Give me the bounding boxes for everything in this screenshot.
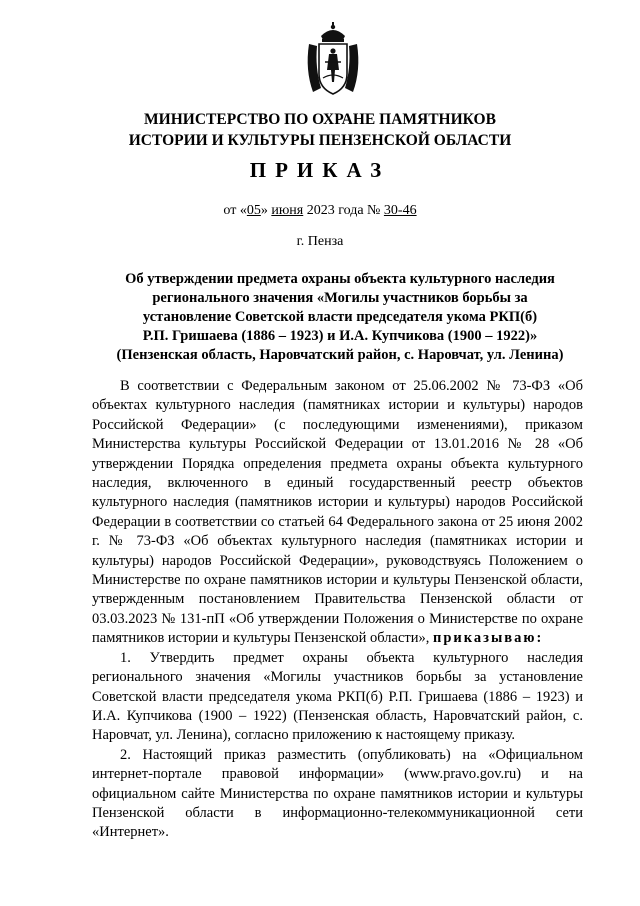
title-line: Р.П. Гришаева (1886 – 1923) и И.А. Купчикова (1900 – 1922)»: [142, 328, 538, 344]
dateline-prefix: от «: [223, 203, 247, 218]
title-line: Об утверждении предмета охраны объекта культурного наследия: [125, 271, 555, 287]
order-title: [100, 270, 580, 365]
order-dateline: [60, 203, 580, 219]
ministry-line-2: ИСТОРИИ И КУЛЬТУРЫ ПЕНЗЕНСКОЙ ОБЛАСТИ: [128, 132, 512, 149]
coat-of-arms-emblem: [303, 22, 363, 98]
dateline-mid1: »: [260, 203, 272, 218]
preamble-text: В соответствии с Федеральным законом от 25.06.2002 № 73-ФЗ «Об объектах культурного наследия (памятниках истории и культуры) народов Российской Федерации» (с последующими изменениями), приказом Министерства культуры Российской Федерации от 13.01.2016 № 28 «Об утверждении Порядка определения предмета охраны объекта культурного наследия, включенного в единый государственный реестр объектов культурного наследия (памятников истории и культуры) народов Российской Федерации в соответствии со статьей 64 Федерального закона от 25 июня 2002 г. № 73-ФЗ «Об объектах культурного наследия (памятниках истории и культуры) народов Российской Федерации», руководствуясь Положением о Министерстве по охране памятников истории и культуры Пензенской области, утвержденным постановлением Правительства Пензенской области от 03.03.2023 № 131-пП «Об утверждении Положения о Министерстве по охране памятников истории и культуры Пензенской области»,: [92, 378, 583, 647]
dateline-mid2: 2023 года №: [303, 203, 384, 218]
title-line: установление Советской власти председателя укома РКП(б): [142, 309, 538, 325]
city-of-issue: г. Пенза: [296, 234, 344, 249]
ministry-name: [60, 109, 580, 151]
order-body: [92, 377, 583, 843]
ministry-line-1: МИНИСТЕРСТВО ПО ОХРАНЕ ПАМЯТНИКОВ: [144, 111, 496, 128]
preamble-paragraph: [92, 377, 583, 649]
order-word: приказываю:: [433, 630, 544, 647]
dateline-day: 05: [246, 203, 261, 218]
document-type-heading: ПРИКАЗ: [249, 158, 391, 182]
dateline-number: 30-46: [383, 203, 417, 218]
item-1-paragraph: 1. Утвердить предмет охраны объекта культурного наследия регионального значения «Могилы участников борьбы за установление Советской власти председателя укома РКП(б) Р.П. Гришаева (1886 – 1923) и И.А. Купчикова (1900 – 1922) (Пензенская область, Наровчатский район, с. Наровчат, ул. Ленина), согласно приложению к настоящему приказу.: [92, 649, 583, 744]
dateline-month: июня: [271, 203, 304, 218]
item-2-paragraph: 2. Настоящий приказ разместить (опубликовать) на «Официальном интернет-портале правовой информации» (www.pravo.gov.ru) и на официальном сайте Министерства по охране памятников истории и культуры Пензенской области в информационно-телекоммуникационной сети «Интернет».: [92, 746, 583, 841]
title-line: регионального значения «Могилы участников борьбы за: [152, 290, 528, 306]
title-line: (Пензенская область, Наровчатский район, с. Наровчат, ул. Ленина): [116, 347, 564, 363]
